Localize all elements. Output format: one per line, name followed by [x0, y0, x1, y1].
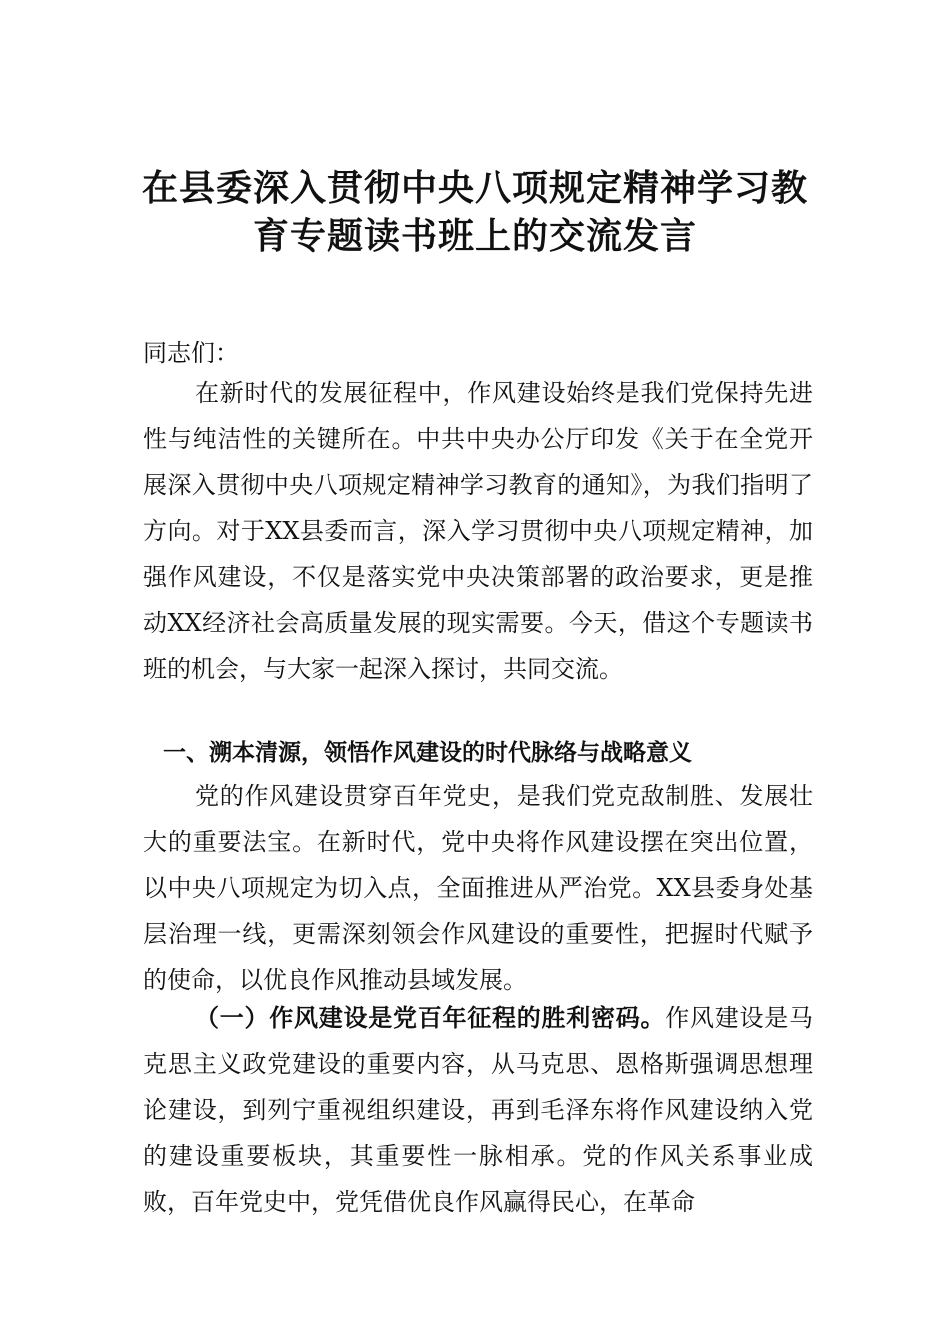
- subsection-1-body: 作风建设是马克思主义政党建设的重要内容，从马克思、恩格斯强调思想理论建设，到列宁重视组织建设，再到毛泽东将作风建设纳入党的建设重要板块，其重要性一脉相承。党的作风关系事业成败，百年党史中，党凭借优良作风赢得民心，在革命: [143, 1004, 813, 1216]
- paragraph-subsection-1: [143, 995, 813, 1225]
- salutation: 同志们：: [143, 339, 239, 367]
- paragraph-section-1: 党的作风建设贯穿百年党史，是我们党克敌制胜、发展壮大的重要法宝。在新时代，党中央将作风建设摆在突出位置，以中央八项规定为切入点，全面推进从严治党。XX县委身处基层治理一线，更需深刻领会作风建设的重要性，把握时代赋予的使命，以优良作风推动县域发展。: [143, 782, 813, 994]
- document-title-line-1: 在县委深入贯彻中央八项规定精神学习教: [141, 167, 808, 209]
- subsection-heading-1: （一）作风建设是党百年征程的胜利密码。: [195, 1003, 666, 1032]
- document-title-line-2: 育专题读书班上的交流发言: [252, 215, 697, 257]
- section-heading-1: 一、溯本清源，领悟作风建设的时代脉络与战略意义: [163, 740, 692, 766]
- paragraph-intro: 在新时代的发展征程中，作风建设始终是我们党保持先进性与纯洁性的关键所在。中共中央办公厅印发《关于在全党开展深入贯彻中央八项规定精神学习教育的通知》，为我们指明了方向。对于XX县委而言，深入学习贯彻中央八项规定精神，加强作风建设，不仅是落实党中央决策部署的政治要求，更是推动XX经济社会高质量发展的现实需要。今天，借这个专题读书班的机会，与大家一起深入探讨，共同交流。: [143, 379, 813, 683]
